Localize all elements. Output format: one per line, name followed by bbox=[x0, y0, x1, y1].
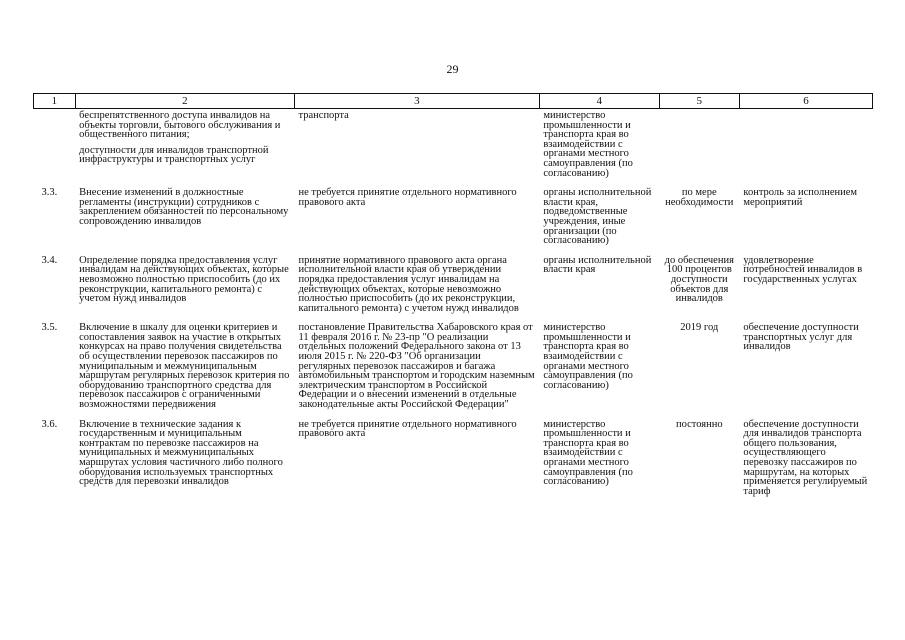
column-header: 3 bbox=[295, 94, 540, 109]
measures-table bbox=[33, 93, 873, 504]
column-header: 4 bbox=[539, 94, 659, 109]
measure-cell: Включение в шкалу для оценки критериев и сопоставления заявок на участие в открытых конкурсах на право получения свидетельства об осуществлении перевозок пассажиров по муниципальным и межмуниципальным маршрутам регулярных перевозок критерия по оборудованию транспортного средства для перевозок пассажиров с ограниченными возможностями передвижения bbox=[79, 322, 290, 411]
row-number bbox=[34, 109, 76, 187]
measure-cell: Определение порядка предоставления услуг инвалидам на действующих объектах, которые невозможно полностью приспособить (до их реконструкции, капитального ремонта) с учетом нужд инвалидов bbox=[79, 254, 289, 305]
document-cell: не требуется принятие отдельного нормативного правового акта bbox=[298, 187, 517, 208]
executor-cell: органы исполнительной власти края bbox=[543, 254, 652, 276]
row-number: 3.5. bbox=[41, 322, 58, 334]
term-cell: по мере необходимости bbox=[665, 187, 734, 208]
column-header: 1 bbox=[34, 94, 76, 109]
document-cell: не требуется принятие отдельного нормативного правового акта bbox=[298, 418, 517, 440]
row-number: 3.3. bbox=[41, 187, 58, 199]
column-header: 2 bbox=[75, 94, 294, 109]
term-cell bbox=[659, 109, 739, 187]
executor-cell: органы исполнительной власти края, подведомственные учреждения, иные организации (по согласованию) bbox=[543, 187, 652, 247]
executor-cell: министерство промышленности и транспорта края во взаимодействии с органами местного самоуправления (по согласованию) bbox=[543, 418, 633, 488]
result-cell: контроль за исполнением мероприятий bbox=[743, 187, 858, 208]
table-row bbox=[34, 186, 873, 254]
result-cell: обеспечение доступности транспортных услуг для инвалидов bbox=[743, 322, 859, 353]
document-cell: принятие нормативного правового акта органа исполнительной власти края об утверждении порядка предоставления услуг инвалидам на действующих объектах, которые невозможно полностью приспособить (до их реконструкции, капитального ремонта) с учетом нужд инвалидов bbox=[298, 254, 519, 314]
table-row bbox=[34, 254, 873, 322]
table-row bbox=[34, 418, 873, 505]
term-cell: до обеспечения 100 процентов доступности объектов для инвалидов bbox=[664, 254, 734, 305]
row-number: 3.6. bbox=[41, 418, 58, 430]
measure-paragraph: доступности для инвалидов транспортной инфраструктуры и транспортных услуг bbox=[79, 144, 269, 166]
result-cell: удовлетворение потребностей инвалидов в государственных услугах bbox=[743, 254, 863, 285]
row-number: 3.4. bbox=[41, 254, 58, 266]
measure-cell: Включение в технические задания к государственным и муниципальным контрактам по перевозке пассажиров на муниципальных и межмуниципальных маршрутах условия частичного либо полного оборудования используемых транспортных средств для перевозки инвалидов bbox=[79, 418, 283, 488]
column-header: 5 bbox=[659, 94, 739, 109]
page-number: 29 bbox=[446, 62, 459, 76]
result-cell bbox=[739, 109, 872, 187]
measure-cell: Внесение изменений в должностные регламенты (инструкции) сотрудников с закреплением обязанностей по персональному сопровождению инвалидов bbox=[79, 187, 289, 227]
document-cell: транспорта bbox=[298, 110, 349, 121]
measure-cell bbox=[75, 109, 294, 187]
term-cell: постоянно bbox=[675, 418, 723, 430]
term-cell: 2019 год bbox=[680, 322, 719, 334]
measure-paragraph: беспрепятственного доступа инвалидов на объекты торговли, бытового обслуживания и общественного питания; bbox=[79, 110, 281, 141]
table-row bbox=[34, 109, 873, 187]
result-cell: обеспечение доступности для инвалидов транспорта общего пользования, осуществляющего перевозку пассажиров по маршрутам, на которых применяется регулируемый тариф bbox=[743, 418, 868, 497]
table-header-row bbox=[34, 94, 873, 109]
column-header: 6 bbox=[739, 94, 872, 109]
table-row bbox=[34, 321, 873, 417]
executor-cell: министерство промышленности и транспорта края во взаимодействии с органами местного самоуправления (по согласованию) bbox=[543, 322, 633, 391]
executor-cell: министерство промышленности и транспорта края во взаимодействии с органами местного самоуправления (по согласованию) bbox=[543, 110, 633, 179]
document-cell: постановление Правительства Хабаровского края от 11 февраля 2016 г. № 23-пр "О реализации отдельных положений Федерального закона от 13 июля 2015 г. № 220-ФЗ "Об организации регулярных перевозок пассажиров и багажа автомобильным транспортом и городским наземным электрическим транспортом в Российской Федерации и о внесении изменений в отдельные законодательные акты Российской Федерации" bbox=[298, 322, 535, 411]
